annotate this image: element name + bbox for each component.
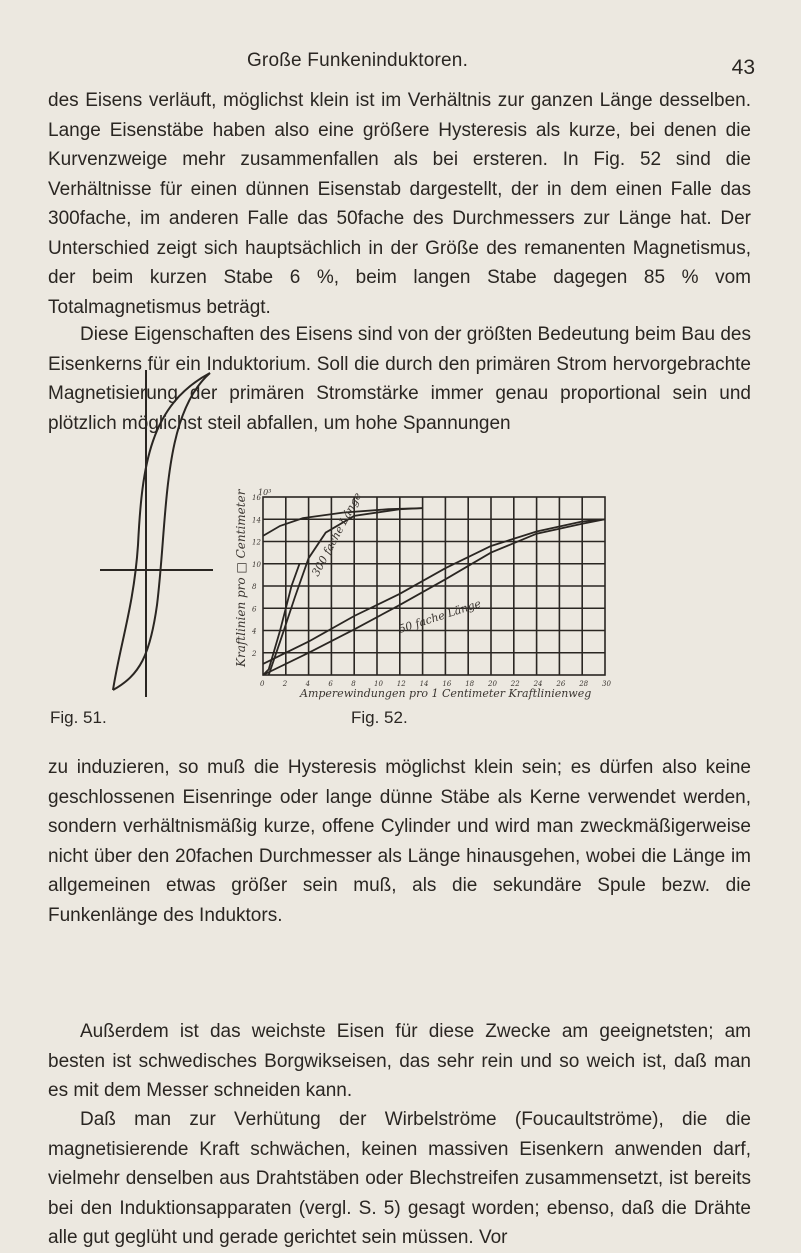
fig52-caption: Fig. 52. xyxy=(351,708,408,727)
paragraph-4-text: Außerdem ist das weichste Eisen für diese Zwecke am geeignetsten; am besten ist schwedisches Borgwikseisen, das sehr rein und so weich ist, daß man es mit dem Messer schneiden kann. xyxy=(48,1021,751,1101)
fig52-y-tick: 16 xyxy=(252,494,261,502)
fig51-caption: Fig. 51. xyxy=(50,708,107,727)
paragraph-5 xyxy=(48,1105,751,1253)
fig52-curve xyxy=(263,519,605,675)
fig52-x-tick: 14 xyxy=(419,680,429,688)
fig52-y-tick: 6 xyxy=(252,605,257,614)
fig52-x-tick: 0 xyxy=(260,680,265,688)
fig52-y-tick: 10 xyxy=(252,560,261,569)
fig52-chart xyxy=(0,355,801,705)
fig52-x-tick: 18 xyxy=(465,680,475,688)
figures-area xyxy=(0,355,801,745)
fig52-x-axis-label: Amperewindungen pro 1 Centimeter Kraftlinienweg xyxy=(300,687,592,700)
fig52-y-tick: 2 xyxy=(252,649,257,658)
page-number: 43 xyxy=(731,56,755,79)
fig52-y-tick: 8 xyxy=(252,583,257,591)
paragraph-1: des Eisens verläuft, möglichst klein ist im Verhältnis zur ganzen Länge desselben. Lange Eisenstäbe haben also eine größere Hysteresis als kurze, bei denen die Kurvenzweige mehr zusammenfallen als bei ersteren. In Fig. 52 sind die Verhältnisse für einen dünnen Eisenstab dargestellt, der in dem einen Falle das 300fache, im anderen Falle das 50fache des Durchmessers zur Länge hat. Der Unterschied zeigt sich hauptsächlich in der Größe des remanenten Magnetismus, der beim kurzen Stabe 6 %, beim langen Stabe dagegen 85 % vom Totalmagnetismus beträgt. xyxy=(48,90,751,318)
fig52-x-tick: 26 xyxy=(556,680,566,688)
fig52-x-tick: 28 xyxy=(579,680,589,688)
fig52-x-tick: 12 xyxy=(396,680,406,688)
paragraph-2-text: Diese Eigenschaften des Eisens sind von der größten Bedeutung beim Bau des Eisenkerns für ein Induktorium. Soll die durch den primären Strom hervorgebrachte Magnetisierung der primären Stromstärke immer genau proportional sein und plötzlich möglichst steil abfallen, um hohe Spannungen xyxy=(48,324,751,434)
fig52-x-tick: 30 xyxy=(602,680,611,688)
fig52-y-tick: 12 xyxy=(252,538,261,547)
fig52-x-tick: 6 xyxy=(328,680,333,688)
fig52-x-tick: 20 xyxy=(488,680,497,688)
fig52-y-tick: 4 xyxy=(252,627,257,636)
fig52-x-tick: 24 xyxy=(533,680,543,688)
fig52-curve-label-300: 300 fache Länge xyxy=(309,490,365,579)
paragraph-4 xyxy=(48,1017,751,1106)
page-header xyxy=(0,46,801,79)
fig52-y-unit-mark: 10³ xyxy=(258,488,272,497)
fig52-x-tick: 2 xyxy=(282,680,288,688)
fig52-x-tick: 16 xyxy=(442,680,452,688)
paragraph-5-text: Daß man zur Verhütung der Wirbelströme (Foucaultströme), die die magnetisierende Kraft schwächen, keinen massiven Eisenkern anwenden darf, vielmehr denselben aus Drahtstäben oder Blechstreifen zusammensetzt, ist bereits bei den Induktionsapparaten (vergl. S. 5) gesagt worden; ebenso, daß die Drähte alle gut geglüht und gerade gerichtet sein müssen. Vor xyxy=(48,1109,751,1248)
paragraph-3: zu induzieren, so muß die Hysteresis möglichst klein sein; es dürfen also keine geschlossenen Eisenringe oder lange dünne Stäbe als Kerne verwendet werden, sondern verhältnismäßig kurze, offene Cylinder und wird man zweckmäßigerweise nicht über den 20fachen Durchmesser als Länge hinausgehen, wobei die Länge im allgemeinen etwas größer sein muß, als die sekundäre Spule bezw. die Funkenlänge des Induktors. xyxy=(48,757,751,926)
running-title: Große Funkeninduktoren. xyxy=(246,50,469,71)
fig52-curve xyxy=(263,564,300,675)
fig52-x-tick: 4 xyxy=(305,680,311,688)
fig52-x-tick: 10 xyxy=(374,680,383,688)
fig52-x-tick: 22 xyxy=(510,680,520,688)
fig52-y-tick: 14 xyxy=(252,516,261,525)
fig52-curve-label-50: 50 fache Länge xyxy=(396,596,483,636)
fig52-y-axis-label: Kraftlinien pro □ Centimeter xyxy=(234,489,248,667)
fig52-x-tick: 8 xyxy=(351,680,356,688)
